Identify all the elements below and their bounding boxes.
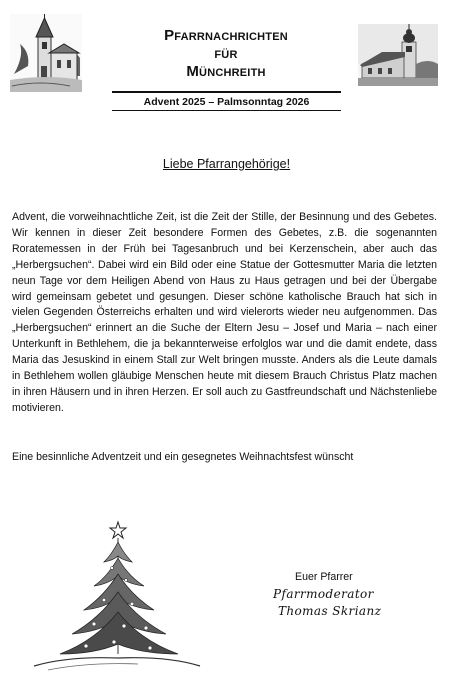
signature-label: Euer Pfarrer — [295, 571, 353, 583]
signature-name: Thomas Skrianz — [278, 604, 382, 618]
letter-body: Advent, die vorweihnachtliche Zeit, ist die Zeit der Stille, der Besinnung und des Gebetes. Wir kennen in dieser Zeit besondere Formen des Gebetes, z.B. die sogenannten Roratemessen in der Früh bei Tagesanbruch und bei Kerzenschein, aber auch das „Herbergsuchen“. Dabei wird ein Bild oder eine Statue der Gottesmutter Maria die letzten neun Tage vor dem Heiligen Abend von Haus zu Haus getragen und bei der Übergabe wird gemeinsam gebetet und gesungen. Dieser schöne katholische Brauch hat sich in vielen Gegenden Österreichs erhalten und wird vielerorts wieder neu aufgenommen. Das „Herbergsuchen“ erinnert an die Suche der Eltern Jesu – Josef und Maria – nach einer Unterkunft in Bethlehem, die ja bekannterweise erfolglos war und die damit endete, dass Maria das Jesuskind in einem Stall zur Welt bringen musste. Anders als die Leute damals in Bethlehem wollen gläubige Menschen heute mit diesem Brauch Christus Platz machen in ihren Häusern und in ihren Herzen. Er soll auch zu Gastfreundschaft und Nächstenliebe motivieren. — [12, 211, 437, 414]
newsletter-header — [0, 0, 453, 112]
title-line-3: Münchreith — [186, 63, 266, 80]
newsletter-title — [118, 27, 334, 81]
date-range: Advent 2025 – Palmsonntag 2026 — [143, 96, 310, 108]
title-line-2: für — [214, 45, 238, 62]
christmas-tree-icon — [28, 520, 203, 672]
title-line-1: Pfarrnachrichten — [164, 27, 288, 44]
signature-title: Pfarrmoderator — [273, 587, 374, 601]
header-rule-bottom — [112, 110, 341, 111]
closing-line: Eine besinnliche Adventzeit und ein gesegnetes Weihnachtsfest wünscht — [12, 451, 354, 463]
church-sketch-icon — [10, 14, 82, 92]
church-photo-icon — [358, 24, 438, 86]
header-rule-top — [112, 91, 341, 93]
greeting-heading: Liebe Pfarrangehörige! — [162, 157, 291, 171]
